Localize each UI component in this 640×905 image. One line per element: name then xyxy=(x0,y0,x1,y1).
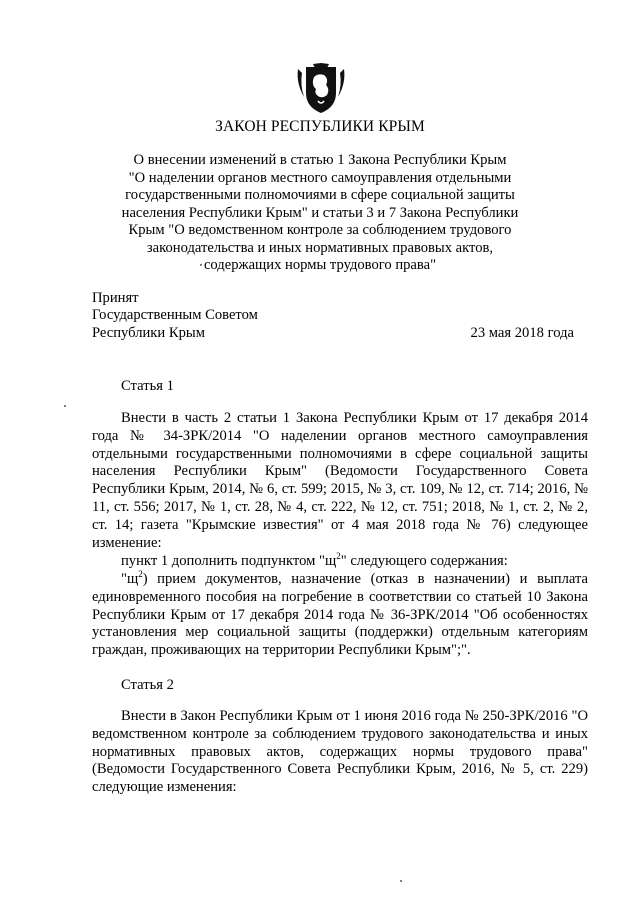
quote-text: "щ xyxy=(121,571,139,587)
adoption-line: Республики Крым xyxy=(92,324,205,341)
subject-line: Крым "О ведомственном контроле за соблюдением трудового xyxy=(128,222,512,238)
item-superscript: 2 xyxy=(336,551,341,562)
crimea-coat-of-arms-icon xyxy=(296,63,346,115)
article-1-quote xyxy=(92,571,588,660)
subject-line: населения Республики Крым" и статьи 3 и 7 Закона Республики xyxy=(121,204,519,221)
adoption-block xyxy=(92,290,258,342)
article-1-item xyxy=(92,553,588,571)
adoption-line: Принят xyxy=(92,290,139,306)
subject-line: "О наделении органов местного самоуправления отдельными xyxy=(128,169,512,186)
subject-line: государственными полномочиями в сфере социальной защиты xyxy=(125,187,515,203)
law-subject xyxy=(120,152,520,275)
article-1-paragraph: Внести в часть 2 статьи 1 Закона Республики Крым от 17 декабря 2014 года № 34-ЗРК/2014 "О наделении органов местного самоуправления отдельными государственными полномочиями в сфере социальной защиты населения Республики Крым" (Ведомости Государственного Совета Республики Крым, 2014, № 6, ст. 599; 2015, № 3, ст. 109, № 12, ст. 714; 2016, № 11, ст. 556; 2017, № 1, ст. 28, № 4, ст. 222, № 12, ст. 751; 2018, № 1, ст. 2, № 2, ст. 14; газета "Крымские известия" от 4 мая 2018 года № 76) следующее изменение: xyxy=(92,410,588,551)
item-text: " следующего содержания: xyxy=(340,553,508,569)
article-2-heading: Статья 2 xyxy=(121,677,174,693)
scan-speck xyxy=(400,880,402,882)
item-text: пункт 1 дополнить подпунктом "щ xyxy=(121,553,337,569)
scan-speck xyxy=(64,405,66,407)
adoption-line: Государственным Советом xyxy=(92,307,258,324)
law-title: ЗАКОН РЕСПУБЛИКИ КРЫМ xyxy=(215,118,425,135)
adoption-date: 23 мая 2018 года xyxy=(470,325,574,341)
subject-line: О внесении изменений в статью 1 Закона Республики Крым xyxy=(133,152,507,168)
article-1-heading: Статья 1 xyxy=(121,378,174,394)
subject-line: содержащих нормы трудового права" xyxy=(203,257,437,273)
scan-speck xyxy=(200,264,202,266)
article-2-paragraph: Внести в Закон Республики Крым от 1 июня 2016 года № 250-ЗРК/2016 "О ведомственном контроле за соблюдением трудового законодательства и иных нормативных правовых актов, содержащих нормы трудового права" (Ведомости Государственного Совета Республики Крым, 2016, № 5, ст. 229) следующие изменения: xyxy=(92,708,588,796)
quote-text: ) прием документов, назначение (отказ в назначении) и выплата единовременного пособия на погребение в соответствии со статьей 10 Закона Республики Крым от 17 декабря 2014 года № 36-ЗРК/2014 "Об особенностях установления мер социальной защиты (поддержки) отдельным категориям граждан, проживающих на территории Республики Крым";". xyxy=(92,571,588,659)
quote-superscript: 2 xyxy=(138,569,143,580)
subject-line: законодательства и иных нормативных правовых актов, xyxy=(146,239,494,256)
